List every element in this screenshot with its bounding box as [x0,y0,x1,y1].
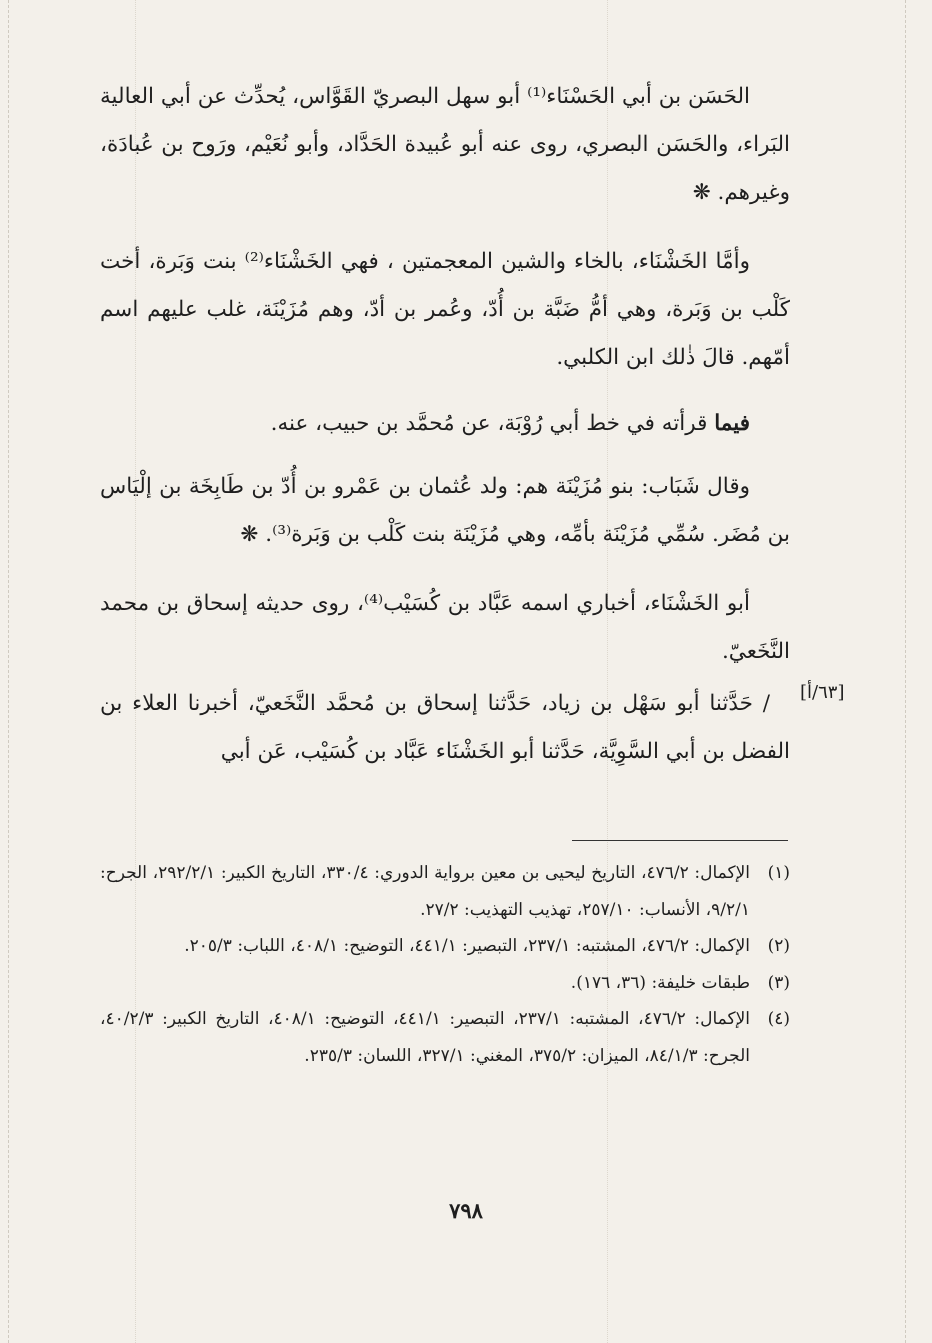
paragraph-4: وقال شَبَاب: بنو مُزَيْنَة هم: ولد عُثمان بن عَمْرو بن أُدّ بن طَابِخَة بن إلْيَاس بن مُضَر. سُمِّي مُزَيْنَة بأمِّه، وهي مُزَيْنَة بنت كَلْب بن وَبَرة⁽³⁾. ❋ [100,474,790,547]
page-number: ٧٩٨ [449,1198,483,1223]
bold-lead-word: فيما [714,411,750,436]
footnote-number: (٣) [767,972,790,993]
footnote [100,1001,790,1074]
footnote-text: الإكمال: ٤٧٦/٢، التاريخ ليحيى بن معين برواية الدوري: ٣٣٠/٤، التاريخ الكبير: ٢٩٢/٢/١، الجرح: ٩/٢/١، الأنساب: ٢٥٧/١٠، تهذيب التهذيب: ٢٧/٢. [100,863,750,920]
footnotes [100,855,790,1074]
entry-source-note [100,400,790,448]
paragraph-5: أبو الخَشْنَاء، أخباري اسمه عَبَّاد بن كُسَيْب⁽⁴⁾، روى حديثه إسحاق بن محمد النَّخَعيّ. [100,591,790,664]
fold-line [8,0,9,1343]
footnote-number: (٢) [767,936,790,956]
footnote [100,855,790,928]
footnote [100,928,790,965]
entry-muzayna [100,463,790,559]
footnote-separator [572,840,788,841]
footnote-number: (١) [767,863,790,883]
footnote-text: طبقات خليفة: (٣٦، ١٧٦). [570,972,750,993]
manuscript-folio-marker: [٦٣/أ] [800,682,845,703]
entry-hadith-chain [100,680,790,776]
footnote-number: (٤) [767,1009,790,1029]
footnote-text: الإكمال: ٤٧٦/٢، المشتبه: ٢٣٧/١، التبصير: ٤٤١/١، التوضيح: ٤٠٨/١، التاريخ الكبير: ٤٠/٢/٣، الجرح: ٨٤/١/٣، الميزان: ٣٧٥/٢، المغني: ٣٢٧/١، اللسان: ٢٣٥/٣. [100,1009,751,1066]
paragraph-6: / حَدَّثنا أبو سَهْل بن زياد، حَدَّثنا إسحاق بن مُحمَّد النَّخَعيّ، أخبرنا العلاء بن الفضل بن أبي السَّوِيَّة، حَدَّثنا أبو الخَشْنَاء عَبَّاد بن كُسَيْب، عَن أبي [100,691,790,764]
fold-line [905,0,906,1343]
paragraph-3: فيما قرأته في خط أبي رُوْبَة، عن مُحمَّد بن حبيب، عنه. [270,411,750,436]
entry-hasan-ibn-abi-al-hasna [100,73,790,217]
paragraph-2: وأمَّا الخَشْنَاء، بالخاء والشين المعجمتين ، فهي الخَشْنَاء⁽²⁾ بنت وَبَرة، أخت كَلْب بن وَبَرة، وهي أمُّ ضَبَّة بن أُدّ، وعُمر بن أدّ، وهم مُزَيْنَة، غلب عليهم اسم أمّهم. قالَ ذٰلك ابن الكلبي. [100,249,790,370]
footnote [100,965,790,1002]
footnote-text: الإكمال: ٤٧٦/٢، المشتبه: ٢٣٧/١، التبصير: ٤٤١/١، التوضيح: ٤٠٨/١، اللباب: ٢٠٥/٣. [184,936,750,956]
entry-abu-al-khashna [100,580,790,676]
entry-al-khashna [100,238,790,382]
paragraph-1: الحَسَن بن أبي الحَسْنَاء⁽¹⁾ أبو سهل البصريّ القَوَّاس، يُحدِّث عن أبي العالية البَراء، والحَسَن البصري، روى عنه أبو عُبيدة الحَدَّاد، وأبو نُعَيْم، ورَوح بن عُبادَة، وغيرهم. ❋ [100,84,790,205]
